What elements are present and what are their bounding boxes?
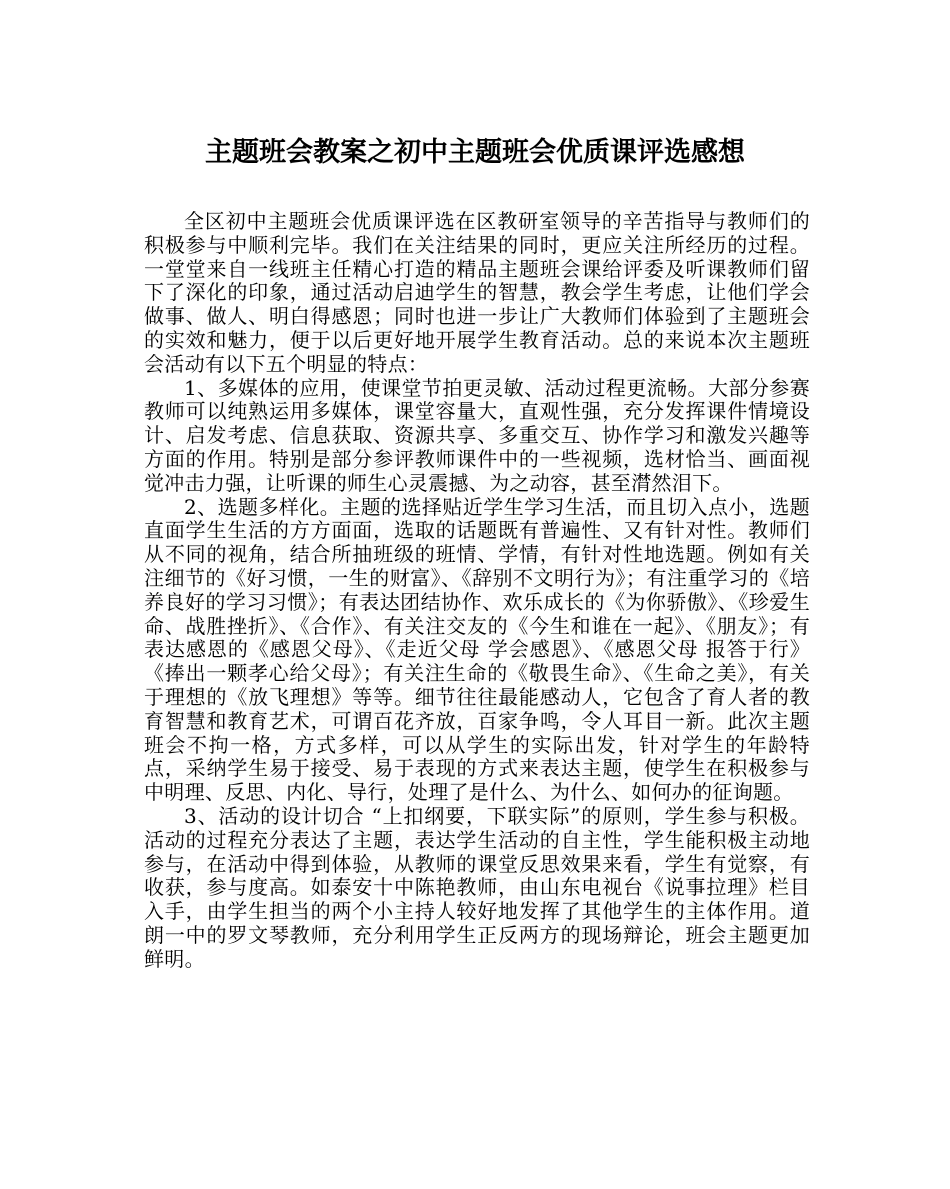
paragraph-point-2: 2、选题多样化。主题的选择贴近学生学习生活，而且切入点小，选题直面学生生活的方方面面，选取的话题既有普遍性、又有针对性。教师们从不同的视角，结合所抽班级的班情、学情，有针对性地选题。例如有关注细节的《好习惯，一生的财富》、《辞别不文明行为》；有注重学习的《培养良好的学习习惯》；有表达团结协作、欢乐成长的《为你骄傲》、《珍爱生命、战胜挫折》、《合作》、有关注交友的《今生和谁在一起》、《朋友》；有表达感恩的《感恩父母》、《走近父母 学会感恩》、《感恩父母 报答于行》《捧出一颗孝心给父母》；有关注生命的《敬畏生命》、《生命之美》，有关于理想的《放飞理想》等等。细节往往最能感动人，它包含了育人者的教育智慧和教育艺术，可谓百花齐放，百家争鸣，令人耳目一新。此次主题班会不拘一格，方式多样，可以从学生的实际出发，针对学生的年龄特点，采纳学生易于接受、易于表现的方式来表达主题，使学生在积极参与中明理、反思、内化、导行，处理了是什么、为什么、如何办的征询题。 bbox=[144, 494, 810, 805]
paragraph-intro: 全区初中主题班会优质课评选在区教研室领导的辛苦指导与教师们的积极参与中顺利完毕。我们在关注结果的同时，更应关注所经历的过程。一堂堂来自一线班主任精心打造的精品主题班会课给评委及听课教师们留下了深化的印象，通过活动启迪学生的智慧，教会学生考虑，让他们学会做事、做人、明白得感恩；同时也进一步让广大教师们体验到了主题班会的实效和魅力，便于以后更好地开展学生教育活动。总的来说本次主题班会活动有以下五个明显的特点： bbox=[144, 209, 810, 376]
paragraph-point-1: 1、多媒体的应用，使课堂节拍更灵敏、活动过程更流畅。大部分参赛教师可以纯熟运用多媒体，课堂容量大，直观性强，充分发挥课件情境设计、启发考虑、信息获取、资源共享、多重交互、协作学习和激发兴趣等方面的作用。特别是部分参评教师课件中的一些视频，选材恰当、画面视觉冲击力强，让听课的师生心灵震撼、为之动容，甚至潸然泪下。 bbox=[144, 375, 810, 495]
document-title: 主题班会教案之初中主题班会优质课评选感想 bbox=[205, 137, 745, 168]
paragraph-point-3: 3、活动的设计切合 “上扣纲要，下联实际”的原则，学生参与积极。活动的过程充分表达了主题，表达学生活动的自主性，学生能积极主动地参与，在活动中得到体验，从教师的课堂反思效果来看，学生有觉察，有收获，参与度高。如泰安十中陈艳教师，由山东电视台《说事拉理》栏目入手，由学生担当的两个小主持人较好地发挥了其他学生的主体作用。道朗一中的罗文琴教师，充分利用学生正反两方的现场辩论，班会主题更加鲜明。 bbox=[144, 803, 810, 971]
document-body bbox=[144, 210, 810, 972]
